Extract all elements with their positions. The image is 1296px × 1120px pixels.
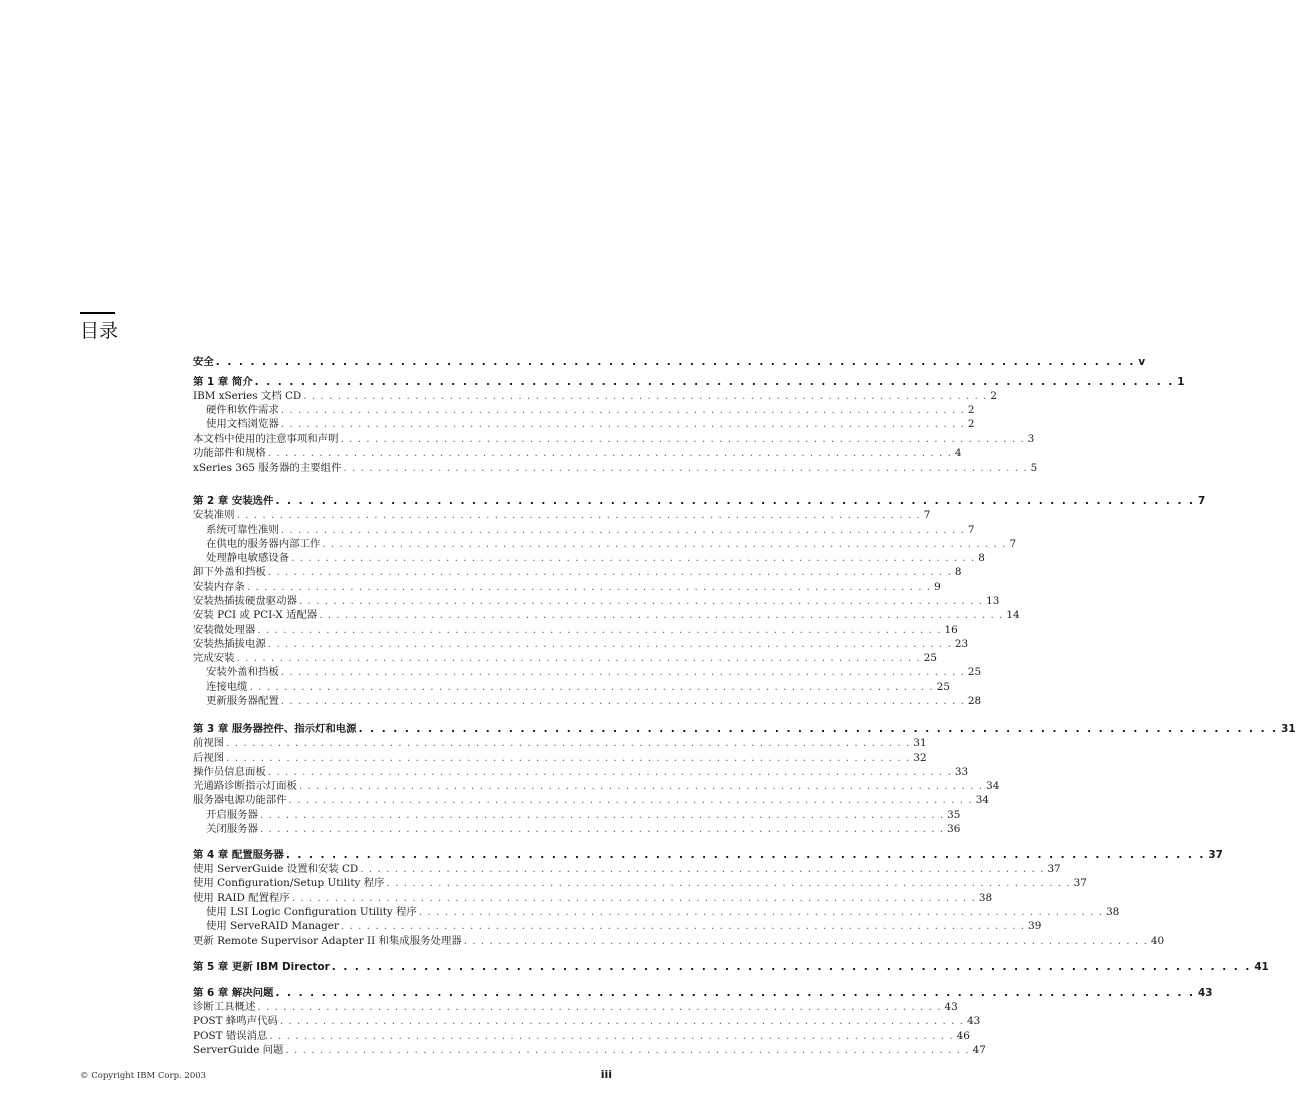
toc-chapter-entry[interactable] bbox=[193, 960, 1269, 974]
toc-entry-page: 37 bbox=[1208, 849, 1223, 861]
toc-entry-page: 43 bbox=[967, 1015, 981, 1027]
toc-entry[interactable] bbox=[193, 1000, 958, 1014]
toc-leader-dots: . . . . . . . . . . . . . . . . . . . . . . . . . . . . . . . . . . . . . . . . . . . . . . . . . . . . . . . . . . . . . . . . . . . . . . . . . . . . . . . . bbox=[267, 766, 952, 778]
toc-entry[interactable] bbox=[206, 417, 975, 431]
toc-entry-title: 安装准则 bbox=[193, 509, 235, 521]
toc-entry-page: 32 bbox=[913, 752, 927, 764]
toc-entry[interactable] bbox=[206, 919, 1042, 933]
toc-entry[interactable] bbox=[206, 403, 975, 417]
toc-entry-page: 23 bbox=[954, 638, 969, 650]
toc-chapter-entry[interactable] bbox=[193, 986, 1213, 1000]
toc-entry-page: 2 bbox=[967, 418, 975, 430]
toc-entry[interactable] bbox=[193, 793, 989, 807]
toc-entry-page: 2 bbox=[967, 404, 975, 416]
toc-entry[interactable] bbox=[193, 580, 941, 594]
toc-leader-dots: . . . . . . . . . . . . . . . . . . . . . . . . . . . . . . . . . . . . . . . . . . . . . . . . . . . . . . . . . . . . . . . . . . . . . . . . . . . . . . . . bbox=[303, 390, 988, 402]
toc-leader-dots: . . . . . . . . . . . . . . . . . . . . . . . . . . . . . . . . . . . . . . . . . . . . . . . . . . . . . . . . . . . . . . . . . . . . . . . . . . . . . . . . bbox=[331, 961, 1252, 973]
toc-entry-title: 功能部件和规格 bbox=[193, 447, 266, 459]
toc-entry-page: 35 bbox=[947, 809, 961, 821]
toc-leader-dots: . . . . . . . . . . . . . . . . . . . . . . . . . . . . . . . . . . . . . . . . . . . . . . . . . . . . . . . . . . . . . . . . . . . . . . . . . . . . . . . . bbox=[418, 906, 1104, 918]
toc-entry[interactable] bbox=[193, 1014, 981, 1028]
toc-entry-title: 更新 Remote Supervisor Adapter II 和集成服务处理器 bbox=[193, 935, 462, 947]
toc-leader-dots: . . . . . . . . . . . . . . . . . . . . . . . . . . . . . . . . . . . . . . . . . . . . . . . . . . . . . . . . . . . . . . . . . . . . . . . . . . . . . . . . bbox=[249, 681, 934, 693]
toc-entry[interactable] bbox=[193, 651, 937, 665]
toc-entry-page: 13 bbox=[986, 595, 1000, 607]
toc-leader-dots: . . . . . . . . . . . . . . . . . . . . . . . . . . . . . . . . . . . . . . . . . . . . . . . . . . . . . . . . . . . . . . . . . . . . . . . . . . . . . . . . bbox=[226, 737, 911, 749]
toc-entry[interactable] bbox=[206, 523, 975, 537]
toc-entry[interactable] bbox=[193, 565, 962, 579]
toc-entry-title: 关闭服务器 bbox=[206, 823, 258, 835]
toc-entry-page: 8 bbox=[978, 552, 985, 564]
toc-leader-dots: . . . . . . . . . . . . . . . . . . . . . . . . . . . . . . . . . . . . . . . . . . . . . . . . . . . . . . . . . . . . . . . . . . . . . . . . . . . . . . . . bbox=[322, 538, 1007, 550]
toc-entry[interactable] bbox=[206, 551, 985, 565]
toc-entry-title: IBM xSeries 文档 CD bbox=[193, 390, 302, 402]
toc-leader-dots: . . . . . . . . . . . . . . . . . . . . . . . . . . . . . . . . . . . . . . . . . . . . . . . . . . . . . . . . . . . . . . . . . . . . . . . . . . . . . . . . bbox=[257, 1001, 942, 1013]
toc-entry[interactable] bbox=[206, 694, 982, 708]
toc-entry[interactable] bbox=[193, 608, 1020, 622]
toc-entry[interactable] bbox=[193, 876, 1087, 890]
toc-entry-title: 在供电的服务器内部工作 bbox=[206, 538, 321, 550]
toc-entry[interactable] bbox=[193, 736, 927, 750]
toc-entry-page: v bbox=[1138, 356, 1146, 368]
toc-entry-title: 使用文档浏览器 bbox=[206, 418, 279, 430]
toc-leader-dots: . . . . . . . . . . . . . . . . . . . . . . . . . . . . . . . . . . . . . . . . . . . . . . . . . . . . . . . . . . . . . . . . . . . . . . . . . . . . . . . . bbox=[246, 581, 932, 593]
toc-entry-page: 31 bbox=[1281, 723, 1296, 735]
toc-entry-title: 连接电缆 bbox=[206, 681, 248, 693]
toc-chapter-entry[interactable] bbox=[193, 848, 1223, 862]
toc-entry-title: 使用 Configuration/Setup Utility 程序 bbox=[193, 877, 385, 889]
toc-leader-dots: . . . . . . . . . . . . . . . . . . . . . . . . . . . . . . . . . . . . . . . . . . . . . . . . . . . . . . . . . . . . . . . . . . . . . . . . . . . . . . . . bbox=[267, 638, 952, 650]
toc-leader-dots: . . . . . . . . . . . . . . . . . . . . . . . . . . . . . . . . . . . . . . . . . . . . . . . . . . . . . . . . . . . . . . . . . . . . . . . . . . . . . . . . bbox=[254, 376, 1175, 388]
toc-entry-page: 39 bbox=[1028, 920, 1042, 932]
toc-entry[interactable] bbox=[193, 765, 969, 779]
toc-entry[interactable] bbox=[193, 432, 1035, 446]
toc-entry-page: 37 bbox=[1047, 863, 1061, 875]
toc-entry-page: 7 bbox=[1198, 495, 1206, 507]
toc-leader-dots: . . . . . . . . . . . . . . . . . . . . . . . . . . . . . . . . . . . . . . . . . . . . . . . . . . . . . . . . . . . . . . . . . . . . . . . . . . . . . . . . bbox=[319, 609, 1004, 621]
toc-entry-page: 1 bbox=[1177, 376, 1185, 388]
toc-entry-title: 使用 ServerGuide 设置和安装 CD bbox=[193, 863, 359, 875]
toc-leader-dots: . . . . . . . . . . . . . . . . . . . . . . . . . . . . . . . . . . . . . . . . . . . . . . . . . . . . . . . . . . . . . . . . . . . . . . . . . . . . . . . . bbox=[275, 495, 1195, 507]
toc-entry-title: 安装微处理器 bbox=[193, 624, 256, 636]
toc-entry[interactable] bbox=[193, 623, 958, 637]
toc-leader-dots: . . . . . . . . . . . . . . . . . . . . . . . . . . . . . . . . . . . . . . . . . . . . . . . . . . . . . . . . . . . . . . . . . . . . . . . . . . . . . . . . bbox=[386, 877, 1071, 889]
toc-entry-page: 38 bbox=[978, 892, 993, 904]
toc-entry-page: 16 bbox=[944, 624, 958, 636]
toc-entry-page: 46 bbox=[956, 1030, 970, 1042]
toc-entry-title: 安装热插拔硬盘驱动器 bbox=[193, 595, 297, 607]
toc-entry-page: 43 bbox=[944, 1001, 958, 1013]
toc-entry-page: 34 bbox=[975, 794, 989, 806]
toc-leader-dots: . . . . . . . . . . . . . . . . . . . . . . . . . . . . . . . . . . . . . . . . . . . . . . . . . . . . . . . . . . . . . . . . . . . . . . . . . . . . . . . . bbox=[291, 892, 976, 904]
toc-entry[interactable] bbox=[193, 446, 962, 460]
toc-leader-dots: . . . . . . . . . . . . . . . . . . . . . . . . . . . . . . . . . . . . . . . . . . . . . . . . . . . . . . . . . . . . . . . . . . . . . . . . . . . . . . . . bbox=[275, 987, 1195, 999]
toc-entry-title: 第 6 章 解决问题 bbox=[193, 987, 274, 999]
toc-entry-page: 25 bbox=[923, 652, 937, 664]
toc-leader-dots: . . . . . . . . . . . . . . . . . . . . . . . . . . . . . . . . . . . . . . . . . . . . . . . . . . . . . . . . . . . . . . . . . . . . . . . . . . . . . . . . bbox=[288, 794, 973, 806]
toc-entry-title: 第 4 章 配置服务器 bbox=[193, 849, 284, 861]
toc-leader-dots: . . . . . . . . . . . . . . . . . . . . . . . . . . . . . . . . . . . . . . . . . . . . . . . . . . . . . . . . . . . . . . . . . . . . . . . . . . . . . . . . bbox=[280, 524, 965, 536]
toc-entry-title: 更新服务器配置 bbox=[206, 695, 279, 707]
toc-entry-page: 8 bbox=[954, 566, 962, 578]
toc-entry-page: 7 bbox=[967, 524, 975, 536]
toc-entry-title: 服务器电源功能部件 bbox=[193, 794, 287, 806]
toc-leader-dots: . . . . . . . . . . . . . . . . . . . . . . . . . . . . . . . . . . . . . . . . . . . . . . . . . . . . . . . . . . . . . . . . . . . . . . . . . . . . . . . . bbox=[215, 356, 1136, 368]
toc-entry-title: POST 错误消息 bbox=[193, 1030, 268, 1042]
toc-leader-dots: . . . . . . . . . . . . . . . . . . . . . . . . . . . . . . . . . . . . . . . . . . . . . . . . . . . . . . . . . . . . . . . . . . . . . . . . . . . . . . . . bbox=[298, 595, 984, 607]
toc-leader-dots: . . . . . . . . . . . . . . . . . . . . . . . . . . . . . . . . . . . . . . . . . . . . . . . . . . . . . . . . . . . . . . . . . . . . . . . . . . . . . . . . bbox=[259, 823, 945, 835]
toc-chapter-entry[interactable] bbox=[193, 722, 1296, 736]
toc-entry[interactable] bbox=[193, 594, 1000, 608]
page-title: 目录 bbox=[80, 320, 119, 342]
toc-entry-title: 第 3 章 服务器控件、指示灯和电源 bbox=[193, 723, 357, 735]
toc-entry-title: 安全 bbox=[193, 356, 214, 368]
toc-entry-page: 25 bbox=[967, 666, 982, 678]
toc-entry-title: 安装热插拔电源 bbox=[193, 638, 266, 650]
toc-entry-page: 2 bbox=[990, 390, 998, 402]
toc-entry-page: 40 bbox=[1150, 935, 1165, 947]
toc-entry-title: 后视图 bbox=[193, 752, 225, 764]
toc-entry-page: 37 bbox=[1073, 877, 1087, 889]
toc-entry-page: 25 bbox=[936, 681, 950, 693]
toc-entry-title: 开启服务器 bbox=[206, 809, 258, 821]
page-number: iii bbox=[600, 1068, 612, 1081]
copyright-notice: © Copyright IBM Corp. 2003 bbox=[80, 1071, 207, 1081]
toc-entry-title: 安装外盖和挡板 bbox=[206, 666, 279, 678]
toc-entry-page: 41 bbox=[1254, 961, 1269, 973]
toc-entry-title: 诊断工具概述 bbox=[193, 1001, 256, 1013]
toc-entry-page: 7 bbox=[923, 509, 931, 521]
toc-entry[interactable] bbox=[193, 934, 1165, 948]
toc-leader-dots: . . . . . . . . . . . . . . . . . . . . . . . . . . . . . . . . . . . . . . . . . . . . . . . . . . . . . . . . . . . . . . . . . . . . . . . . . . . . . . . . bbox=[236, 509, 921, 521]
toc-entry-title: 完成安装 bbox=[193, 652, 235, 664]
toc-entry-title: 本文档中使用的注意事项和声明 bbox=[193, 433, 339, 445]
toc-entry-page: 28 bbox=[967, 695, 982, 707]
toc-leader-dots: . . . . . . . . . . . . . . . . . . . . . . . . . . . . . . . . . . . . . . . . . . . . . . . . . . . . . . . . . . . . . . . . . . . . . . . . . . . . . . . . bbox=[343, 462, 1028, 474]
toc-leader-dots: . . . . . . . . . . . . . . . . . . . . . . . . . . . . . . . . . . . . . . . . . . . . . . . . . . . . . . . . . . . . . . . . . . . . . . . . . . . . . . . . bbox=[280, 404, 965, 416]
toc-entry[interactable] bbox=[193, 779, 1000, 793]
toc-entry-title: 使用 LSI Logic Configuration Utility 程序 bbox=[206, 906, 417, 918]
toc-entry[interactable] bbox=[193, 1043, 986, 1057]
toc-entry-title: 第 5 章 更新 IBM Director bbox=[193, 961, 330, 973]
toc-leader-dots: . . . . . . . . . . . . . . . . . . . . . . . . . . . . . . . . . . . . . . . . . . . . . . . . . . . . . . . . . . . . . . . . . . . . . . . . . . . . . . . . bbox=[285, 1044, 970, 1056]
toc-entry-page: 5 bbox=[1030, 462, 1038, 474]
toc-leader-dots: . . . . . . . . . . . . . . . . . . . . . . . . . . . . . . . . . . . . . . . . . . . . . . . . . . . . . . . . . . . . . . . . . . . . . . . . . . . . . . . . bbox=[360, 863, 1045, 875]
toc-entry-page: 43 bbox=[1198, 987, 1213, 999]
toc-entry-title: 卸下外盖和挡板 bbox=[193, 566, 266, 578]
toc-entry-page: 34 bbox=[986, 780, 1000, 792]
toc-entry-title: POST 蜂鸣声代码 bbox=[193, 1015, 278, 1027]
toc-leader-dots: . . . . . . . . . . . . . . . . . . . . . . . . . . . . . . . . . . . . . . . . . . . . . . . . . . . . . . . . . . . . . . . . . . . . . . . . . . . . . . . . bbox=[236, 652, 921, 664]
toc-entry-title: 安装内存条 bbox=[193, 581, 245, 593]
toc-leader-dots: . . . . . . . . . . . . . . . . . . . . . . . . . . . . . . . . . . . . . . . . . . . . . . . . . . . . . . . . . . . . . . . . . . . . . . . . . . . . . . . . bbox=[358, 723, 1279, 735]
toc-chapter-entry[interactable] bbox=[193, 355, 1146, 369]
toc-entry-page: 31 bbox=[913, 737, 927, 749]
toc-leader-dots: . . . . . . . . . . . . . . . . . . . . . . . . . . . . . . . . . . . . . . . . . . . . . . . . . . . . . . . . . . . . . . . . . . . . . . . . . . . . . . . . bbox=[298, 780, 984, 792]
toc-leader-dots: . . . . . . . . . . . . . . . . . . . . . . . . . . . . . . . . . . . . . . . . . . . . . . . . . . . . . . . . . . . . . . . . . . . . . . . . . . . . . . . . bbox=[291, 552, 976, 564]
toc-entry-page: 14 bbox=[1006, 609, 1020, 621]
toc-entry[interactable] bbox=[206, 822, 961, 836]
toc-leader-dots: . . . . . . . . . . . . . . . . . . . . . . . . . . . . . . . . . . . . . . . . . . . . . . . . . . . . . . . . . . . . . . . . . . . . . . . . . . . . . . . . bbox=[226, 752, 911, 764]
toc-chapter-entry[interactable] bbox=[193, 375, 1185, 389]
toc-entry-page: 4 bbox=[954, 447, 962, 459]
toc-leader-dots: . . . . . . . . . . . . . . . . . . . . . . . . . . . . . . . . . . . . . . . . . . . . . . . . . . . . . . . . . . . . . . . . . . . . . . . . . . . . . . . . bbox=[280, 418, 965, 430]
toc-entry[interactable] bbox=[193, 637, 969, 651]
toc-entry-page: 33 bbox=[954, 766, 969, 778]
toc-entry-page: 9 bbox=[934, 581, 941, 593]
toc-entry-title: ServerGuide 问题 bbox=[193, 1044, 284, 1056]
toc-entry-title: 处理静电敏感设备 bbox=[206, 552, 290, 564]
toc-entry-title: 使用 ServeRAID Manager bbox=[206, 920, 339, 932]
toc-entry[interactable] bbox=[193, 461, 1038, 475]
toc-entry-page: 36 bbox=[947, 823, 961, 835]
toc-leader-dots: . . . . . . . . . . . . . . . . . . . . . . . . . . . . . . . . . . . . . . . . . . . . . . . . . . . . . . . . . . . . . . . . . . . . . . . . . . . . . . . . bbox=[267, 447, 952, 459]
toc-entry[interactable] bbox=[206, 680, 950, 694]
toc-entry[interactable] bbox=[193, 751, 927, 765]
toc-leader-dots: . . . . . . . . . . . . . . . . . . . . . . . . . . . . . . . . . . . . . . . . . . . . . . . . . . . . . . . . . . . . . . . . . . . . . . . . . . . . . . . . bbox=[267, 566, 952, 578]
toc-entry-page: 3 bbox=[1027, 433, 1035, 445]
toc-leader-dots: . . . . . . . . . . . . . . . . . . . . . . . . . . . . . . . . . . . . . . . . . . . . . . . . . . . . . . . . . . . . . . . . . . . . . . . . . . . . . . . . bbox=[259, 809, 945, 821]
toc-leader-dots: . . . . . . . . . . . . . . . . . . . . . . . . . . . . . . . . . . . . . . . . . . . . . . . . . . . . . . . . . . . . . . . . . . . . . . . . . . . . . . . . bbox=[257, 624, 942, 636]
toc-entry[interactable] bbox=[206, 537, 1017, 551]
toc-leader-dots: . . . . . . . . . . . . . . . . . . . . . . . . . . . . . . . . . . . . . . . . . . . . . . . . . . . . . . . . . . . . . . . . . . . . . . . . . . . . . . . . bbox=[340, 433, 1025, 445]
toc-entry[interactable] bbox=[193, 1029, 970, 1043]
toc-entry-title: 安装 PCI 或 PCI-X 适配器 bbox=[193, 609, 318, 621]
toc-leader-dots: . . . . . . . . . . . . . . . . . . . . . . . . . . . . . . . . . . . . . . . . . . . . . . . . . . . . . . . . . . . . . . . . . . . . . . . . . . . . . . . . bbox=[280, 666, 965, 678]
toc-entry[interactable] bbox=[206, 665, 982, 679]
toc-entry-title: 前视图 bbox=[193, 737, 225, 749]
toc-entry-title: 操作员信息面板 bbox=[193, 766, 266, 778]
toc-entry-title: 光通路诊断指示灯面板 bbox=[193, 780, 297, 792]
toc-entry[interactable] bbox=[193, 891, 993, 905]
toc-entry-title: 硬件和软件需求 bbox=[206, 404, 279, 416]
toc-entry-page: 47 bbox=[972, 1044, 986, 1056]
toc-entry[interactable] bbox=[193, 508, 931, 522]
toc-entry[interactable] bbox=[193, 389, 998, 403]
toc-leader-dots: . . . . . . . . . . . . . . . . . . . . . . . . . . . . . . . . . . . . . . . . . . . . . . . . . . . . . . . . . . . . . . . . . . . . . . . . . . . . . . . . bbox=[340, 920, 1026, 932]
toc-chapter-entry[interactable] bbox=[193, 494, 1206, 508]
toc-entry-title: 使用 RAID 配置程序 bbox=[193, 892, 290, 904]
toc-leader-dots: . . . . . . . . . . . . . . . . . . . . . . . . . . . . . . . . . . . . . . . . . . . . . . . . . . . . . . . . . . . . . . . . . . . . . . . . . . . . . . . . bbox=[279, 1015, 964, 1027]
toc-leader-dots: . . . . . . . . . . . . . . . . . . . . . . . . . . . . . . . . . . . . . . . . . . . . . . . . . . . . . . . . . . . . . . . . . . . . . . . . . . . . . . . . bbox=[463, 935, 1148, 947]
toc-leader-dots: . . . . . . . . . . . . . . . . . . . . . . . . . . . . . . . . . . . . . . . . . . . . . . . . . . . . . . . . . . . . . . . . . . . . . . . . . . . . . . . . bbox=[269, 1030, 954, 1042]
toc-leader-dots: . . . . . . . . . . . . . . . . . . . . . . . . . . . . . . . . . . . . . . . . . . . . . . . . . . . . . . . . . . . . . . . . . . . . . . . . . . . . . . . . bbox=[285, 849, 1206, 861]
toc-leader-dots: . . . . . . . . . . . . . . . . . . . . . . . . . . . . . . . . . . . . . . . . . . . . . . . . . . . . . . . . . . . . . . . . . . . . . . . . . . . . . . . . bbox=[280, 695, 965, 707]
toc-entry-title: 第 1 章 简介 bbox=[193, 376, 253, 388]
toc-entry-title: xSeries 365 服务器的主要组件 bbox=[193, 462, 342, 474]
toc-entry[interactable] bbox=[193, 862, 1061, 876]
toc-entry-title: 第 2 章 安装选件 bbox=[193, 495, 274, 507]
toc-entry-page: 38 bbox=[1106, 906, 1120, 918]
toc-entry-page: 7 bbox=[1009, 538, 1017, 550]
toc-entry[interactable] bbox=[206, 905, 1120, 919]
toc-entry[interactable] bbox=[206, 808, 961, 822]
heading-rule bbox=[80, 312, 115, 314]
toc-entry-title: 系统可靠性准则 bbox=[206, 524, 279, 536]
